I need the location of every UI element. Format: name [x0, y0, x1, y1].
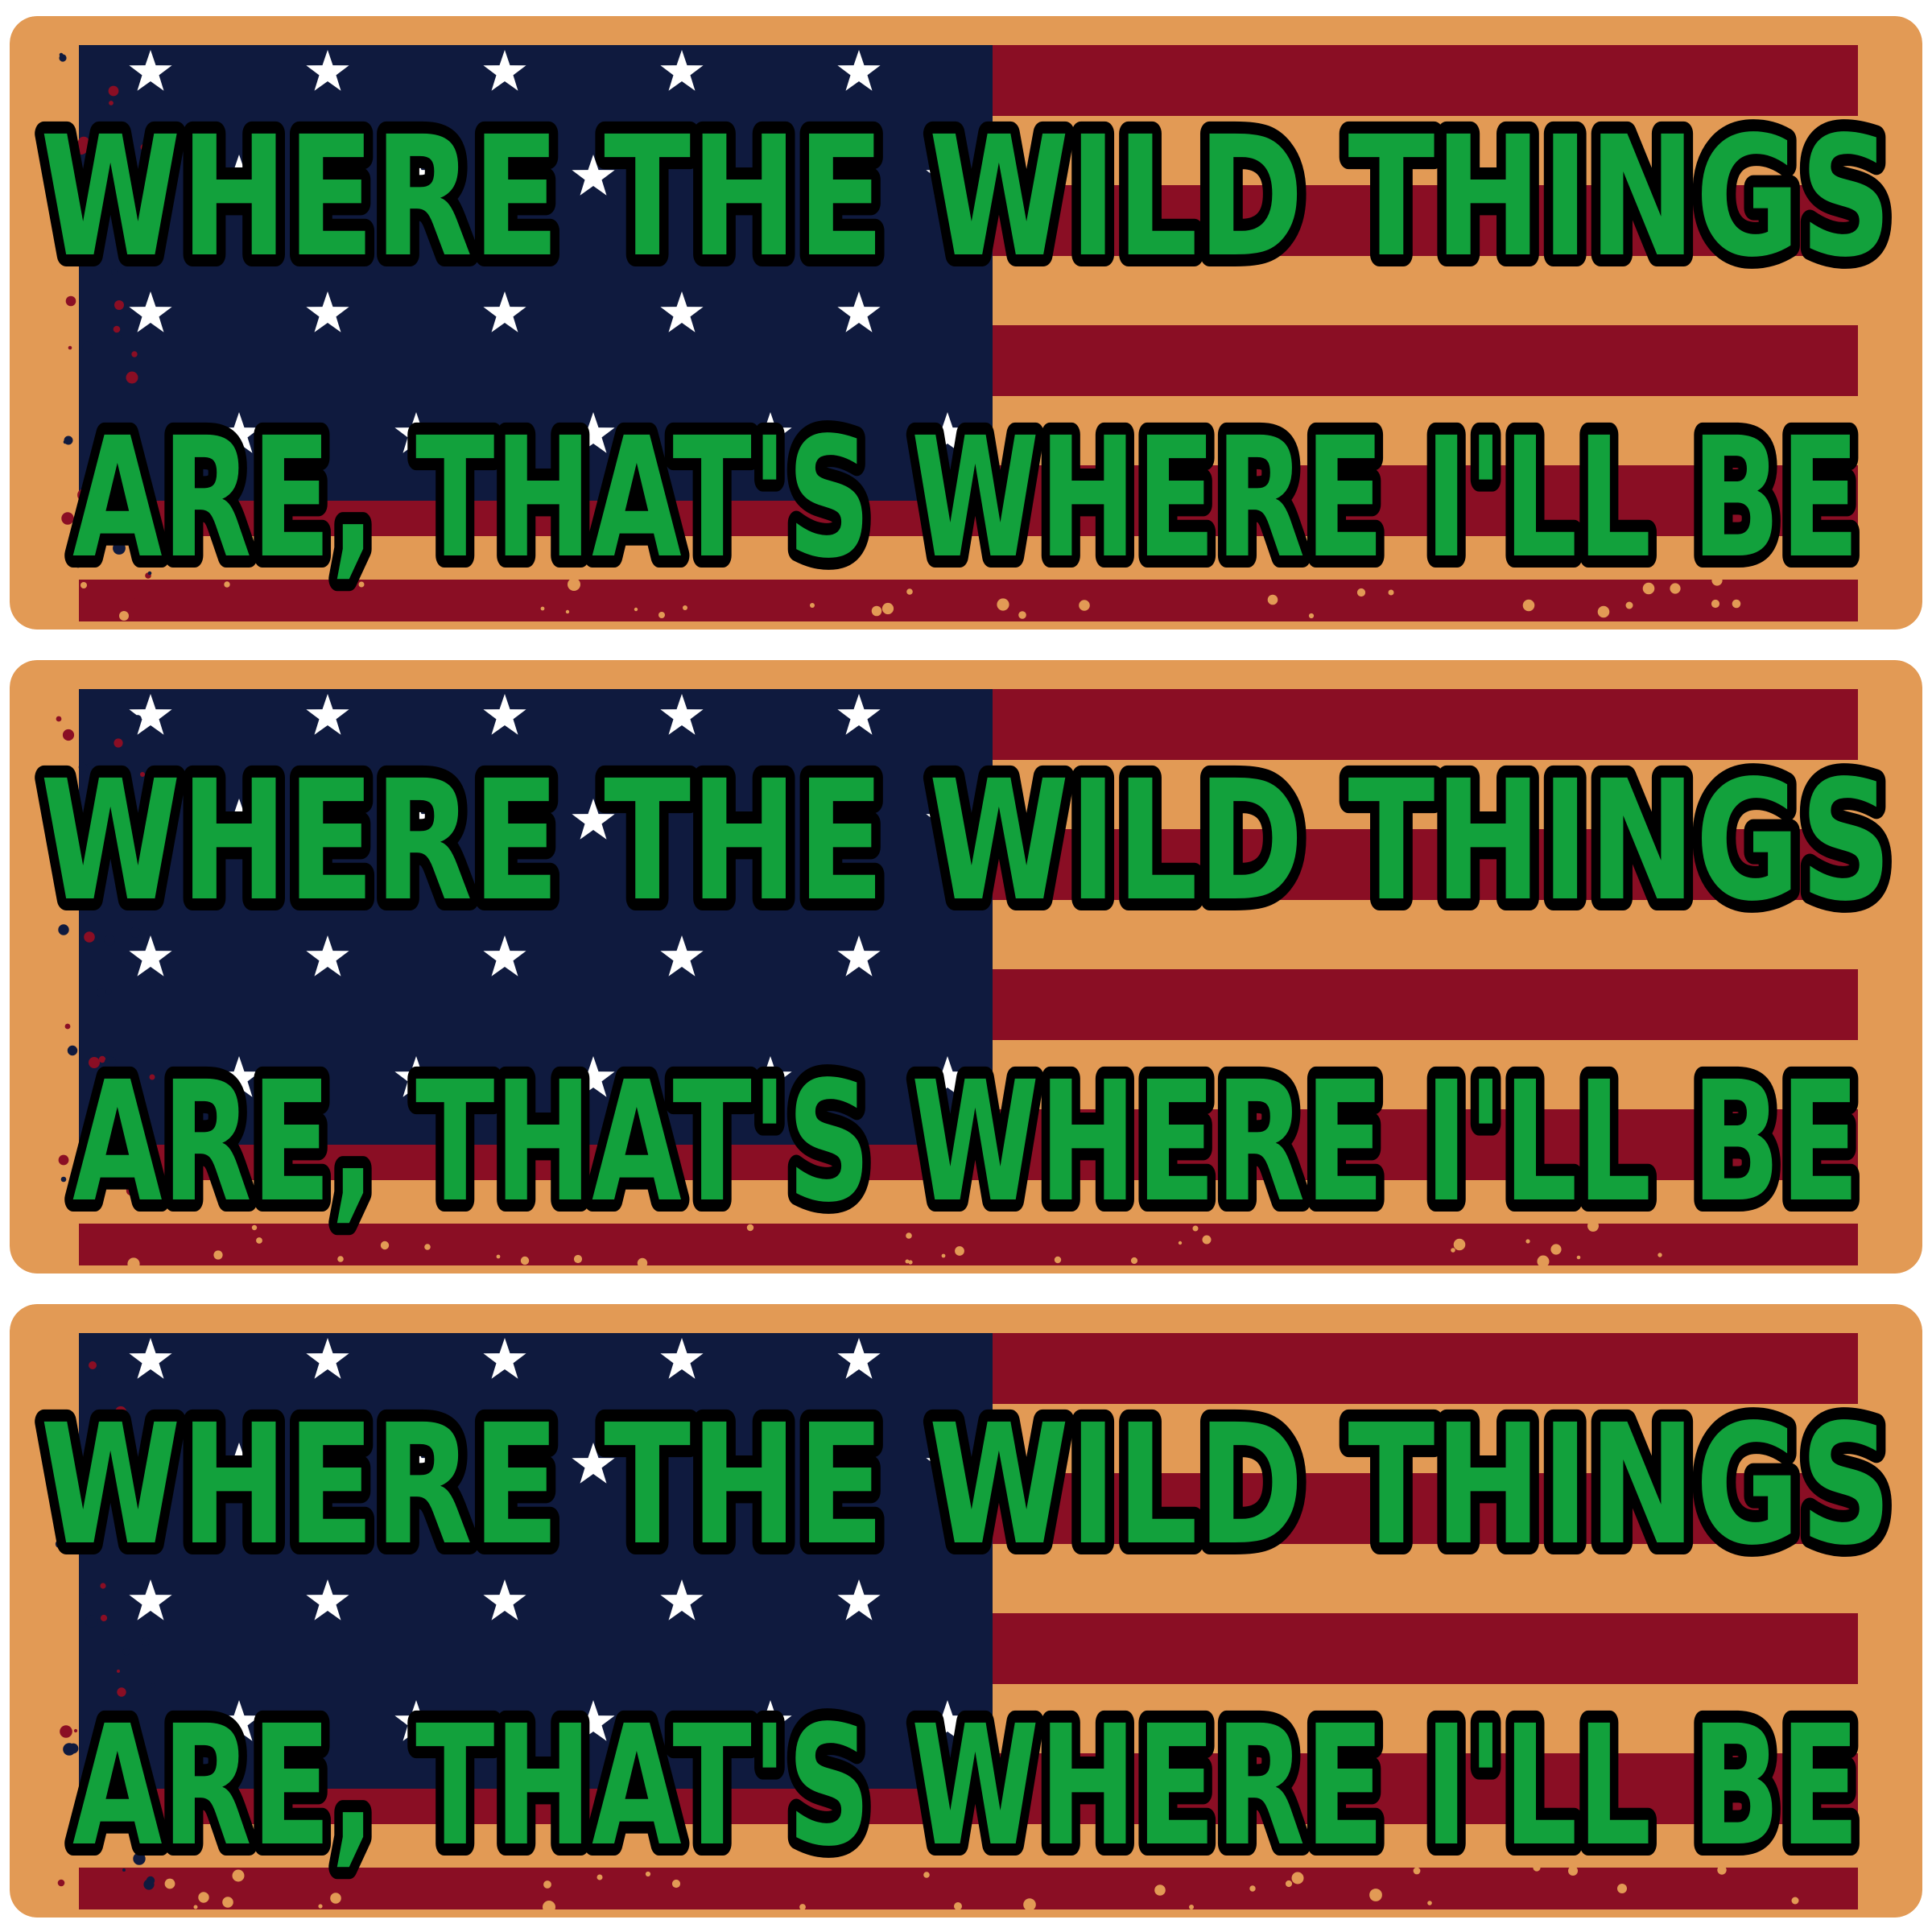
flag-distress-speck	[59, 54, 66, 61]
flag-distress-speck	[1550, 1244, 1561, 1254]
flag-distress-speck	[942, 1254, 946, 1258]
flag-distress-speck	[1131, 1257, 1137, 1264]
flag-distress-speck	[658, 612, 665, 618]
flag-distress-speck	[114, 326, 121, 333]
flag-distress-speck	[151, 1683, 155, 1688]
sticker-art	[10, 1304, 1922, 1918]
flag-distress-speck	[810, 603, 815, 608]
flag-distress-speck	[129, 597, 135, 603]
flag-distress-speck	[109, 86, 119, 97]
flag-distress-speck	[521, 1257, 529, 1265]
flag-distress-speck	[1792, 1897, 1799, 1905]
flag-distress-speck	[337, 1256, 344, 1262]
flag-distress-speck	[1598, 606, 1610, 618]
flag-distress-speck	[123, 1649, 130, 1656]
flag-distress-speck	[117, 334, 122, 339]
flag-distress-speck	[683, 605, 687, 610]
flag-distress-speck	[83, 1591, 87, 1595]
flag-distress-speck	[574, 1255, 582, 1263]
flag-distress-speck	[131, 351, 137, 357]
flag-distress-speck	[1617, 1884, 1627, 1893]
slogan-line-2: ARE, THAT'S WHERE I'LL BE	[72, 1690, 1860, 1883]
flag-distress-speck	[872, 606, 882, 617]
sticker-1	[10, 16, 1922, 630]
flag-distress-speck	[954, 1902, 962, 1910]
flag-distress-speck	[1657, 1253, 1662, 1257]
flag-distress-speck	[497, 1255, 501, 1259]
flag-distress-speck	[94, 1371, 101, 1377]
flag-distress-speck	[134, 715, 142, 723]
flag-distress-speck	[61, 1177, 67, 1183]
flag-distress-speck	[318, 1904, 322, 1908]
flag-distress-speck	[58, 1880, 65, 1887]
flag-distress-speck	[424, 1244, 431, 1250]
flag-distress-speck	[222, 1897, 233, 1908]
flag-distress-speck	[1055, 1257, 1061, 1263]
flag-distress-speck	[955, 1246, 964, 1256]
flag-distress-speck	[142, 1637, 150, 1645]
flag-distress-speck	[1732, 600, 1741, 609]
slogan-line-2: ARE, THAT'S WHERE I'LL BE	[72, 402, 1860, 595]
flag-distress-speck	[89, 1361, 97, 1369]
flag-distress-speck	[1454, 1239, 1466, 1251]
flag-distress-speck	[65, 1024, 71, 1030]
flag-distress-speck	[634, 608, 638, 611]
flag-distress-speck	[66, 296, 76, 307]
flag-distress-speck	[59, 1155, 69, 1166]
flag-distress-speck	[330, 1893, 341, 1904]
flag-distress-speck	[1711, 600, 1719, 608]
flag-distress-speck	[68, 346, 72, 350]
flag-distress-speck	[1179, 1241, 1182, 1245]
flag-distress-speck	[56, 716, 62, 722]
sticker-3	[10, 1304, 1922, 1918]
flag-distress-speck	[117, 1670, 120, 1673]
flag-distress-speck	[1451, 1248, 1455, 1253]
sticker-2	[10, 660, 1922, 1274]
flag-distress-speck	[63, 729, 74, 741]
slogan-line-1: WHERE THE WILD THINGS	[40, 1389, 1892, 1582]
flag-distress-speck	[64, 440, 68, 444]
flag-distress-speck	[638, 1258, 647, 1268]
flag-distress-speck	[566, 610, 569, 613]
flag-distress-speck	[106, 989, 112, 995]
flag-distress-speck	[1427, 1901, 1432, 1905]
flag-distress-speck	[1018, 611, 1026, 619]
flag-distress-speck	[1079, 600, 1090, 611]
flag-distress-speck	[1369, 1889, 1382, 1901]
flag-distress-speck	[381, 1241, 389, 1249]
slogan-line-1: WHERE THE WILD THINGS	[40, 745, 1892, 938]
slogan-line-2: ARE, THAT'S WHERE I'LL BE	[72, 1046, 1860, 1239]
flag-distress-speck	[1577, 1256, 1581, 1260]
sticker-art	[10, 16, 1922, 630]
flag-distress-speck	[114, 300, 124, 310]
flag-distress-speck	[198, 1892, 208, 1902]
flag-distress-speck	[541, 607, 545, 611]
flag-distress-speck	[1023, 1898, 1036, 1911]
slogan-line-1: WHERE THE WILD THINGS	[40, 101, 1892, 294]
flag-distress-speck	[1523, 600, 1535, 612]
flag-distress-speck	[1268, 595, 1278, 605]
flag-distress-speck	[1626, 602, 1633, 609]
flag-distress-speck	[213, 1250, 222, 1259]
flag-distress-speck	[97, 989, 106, 997]
flag-distress-speck	[1309, 613, 1314, 618]
sticker-art	[10, 660, 1922, 1274]
flag-distress-speck	[194, 1905, 198, 1909]
flag-distress-speck	[85, 1615, 98, 1628]
flag-distress-speck	[100, 1583, 105, 1588]
flag-distress-speck	[882, 603, 894, 614]
flag-distress-speck	[1189, 1905, 1194, 1909]
flag-distress-speck	[127, 1257, 139, 1269]
flag-distress-speck	[799, 1904, 806, 1910]
flag-distress-speck	[83, 342, 93, 353]
flag-distress-speck	[119, 611, 129, 621]
flag-distress-speck	[543, 1901, 555, 1913]
flag-distress-speck	[60, 1725, 72, 1738]
flag-distress-speck	[998, 601, 1004, 606]
flag-distress-speck	[101, 1615, 107, 1621]
flag-distress-speck	[1525, 1239, 1530, 1243]
flag-distress-speck	[1538, 1256, 1550, 1268]
flag-distress-speck	[126, 372, 138, 384]
flag-distress-speck	[1249, 1885, 1255, 1891]
flag-distress-speck	[906, 1260, 910, 1264]
flag-distress-speck	[1154, 1885, 1166, 1896]
